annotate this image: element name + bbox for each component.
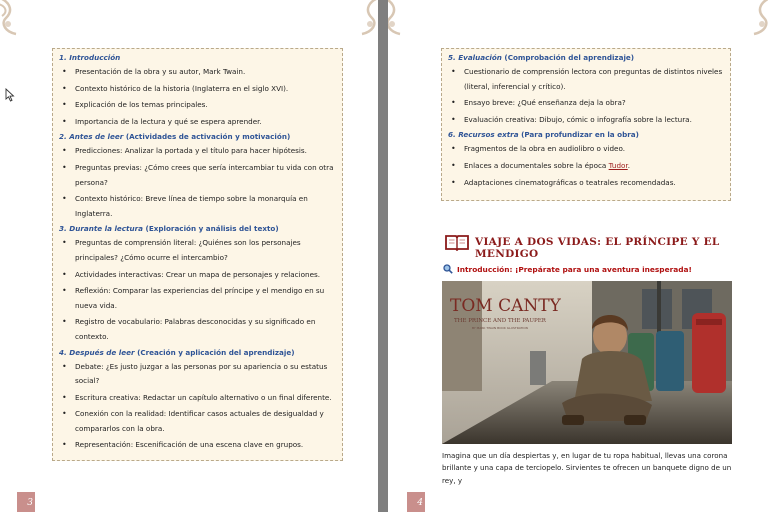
list-item: • Debate: ¿Es justo juzgar a las personas por su apariencia o su estatus social? xyxy=(59,360,338,389)
list-item: • Explicación de los temas principales. xyxy=(59,98,338,113)
list-item: • Escritura creativa: Redactar un capítulo alternativo o un final diferente. xyxy=(59,391,338,406)
ornament-icon xyxy=(0,0,22,40)
illustration-subtitle: THE PRINCE AND THE PAUPER xyxy=(454,318,546,324)
section-durante-heading: 3. Durante la lectura (Exploración y análisis del texto) xyxy=(59,224,279,234)
ornament-icon xyxy=(748,0,768,40)
activity-plan-box xyxy=(52,48,343,461)
list-item: • Cuestionario de comprensión lectora con preguntas de distintos niveles (literal, inferencial y crítico). xyxy=(448,65,726,94)
section-despues-list xyxy=(59,360,338,454)
tudor-link[interactable]: Tudor xyxy=(608,160,628,170)
section-introduccion-list xyxy=(59,65,338,129)
ornament-icon xyxy=(356,0,378,40)
section-evaluacion-heading: 5. Evaluación (Comprobación del aprendizaje) xyxy=(448,53,635,62)
list-item: • Preguntas previas: ¿Cómo crees que sería intercambiar tu vida con otra persona? xyxy=(59,161,338,190)
list-item: • Ensayo breve: ¿Qué enseñanza deja la obra? xyxy=(448,96,726,111)
list-item: • Contexto histórico de la historia (Inglaterra en el siglo XVI). xyxy=(59,82,338,97)
list-item: • Importancia de la lectura y qué se espera aprender. xyxy=(59,115,338,130)
book-icon xyxy=(445,233,469,251)
list-item: • Predicciones: Analizar la portada y el título para hacer hipótesis. xyxy=(59,144,338,159)
section-recursos-heading: 6. Recursos extra (Para profundizar en la obra) xyxy=(448,130,639,140)
list-item: • Representación: Escenificación de una escena clave en grupos. xyxy=(59,438,338,453)
list-item: • Actividades interactivas: Crear un mapa de personajes y relaciones. xyxy=(59,268,338,283)
page-number: 3 xyxy=(17,492,35,512)
illustration-title: TOM CANTY xyxy=(450,296,561,316)
section-durante-list xyxy=(59,236,338,344)
intro-heading xyxy=(443,264,692,274)
list-item: • Fragmentos de la obra en audiolibro o video. xyxy=(448,142,726,157)
section-evaluacion-list xyxy=(448,65,726,127)
intro-text: Introducción: ¡Prepárate para una aventura inesperada! xyxy=(457,264,692,274)
evaluation-resources-box xyxy=(441,48,731,201)
body-paragraph: Imagina que un día despiertas y, en lugar de tu ropa habitual, llevas una corona brillante y una capa de terciopelo. Sirvientes te ofrecen un banquete digno de un rey, y xyxy=(442,451,732,485)
section-antes-heading: 2. Antes de leer (Actividades de activación y motivación) xyxy=(59,132,291,142)
tom-canty-illustration xyxy=(442,281,732,444)
list-item: • Preguntas de comprensión literal: ¿Quiénes son los personajes principales? ¿Cómo ocurre el intercambio? xyxy=(59,236,338,265)
list-item: • Adaptaciones cinematográficas o teatrales recomendadas. xyxy=(448,176,726,191)
list-item: • Conexión con la realidad: Identificar casos actuales de desigualdad y compararlos con la obra. xyxy=(59,407,338,436)
section-despues-heading: 4. Después de leer (Creación y aplicación del aprendizaje) xyxy=(59,347,295,357)
illustration-credit: BY MARK TWAIN BOOK ILLUSTRATION xyxy=(472,326,528,330)
section-introduccion-heading: 1. Introducción xyxy=(59,53,121,62)
list-item: • Registro de vocabulario: Palabras desconocidas y su significado en contexto. xyxy=(59,315,338,344)
ornament-icon xyxy=(388,0,406,40)
list-item: • Evaluación creativa: Dibujo, cómic o infografía sobre la lectura. xyxy=(448,113,726,128)
page-number: 4 xyxy=(407,492,425,512)
list-item: • Presentación de la obra y su autor, Mark Twain. xyxy=(59,65,338,80)
page-title: VIAJE A DOS VIDAS: EL PRÍNCIPE Y EL MENDIGO xyxy=(475,236,720,260)
list-item: • Reflexión: Comparar las experiencias del príncipe y el mendigo en su nueva vida. xyxy=(59,284,338,313)
section-recursos-list xyxy=(448,142,726,190)
magnifier-icon xyxy=(443,264,453,274)
pointer-cursor-icon xyxy=(4,88,16,102)
section-antes-list xyxy=(59,144,338,221)
list-item: • Enlaces a documentales sobre la época Tudor. xyxy=(448,159,726,174)
list-item: • Contexto histórico: Breve línea de tiempo sobre la monarquía en Inglaterra. xyxy=(59,192,338,221)
